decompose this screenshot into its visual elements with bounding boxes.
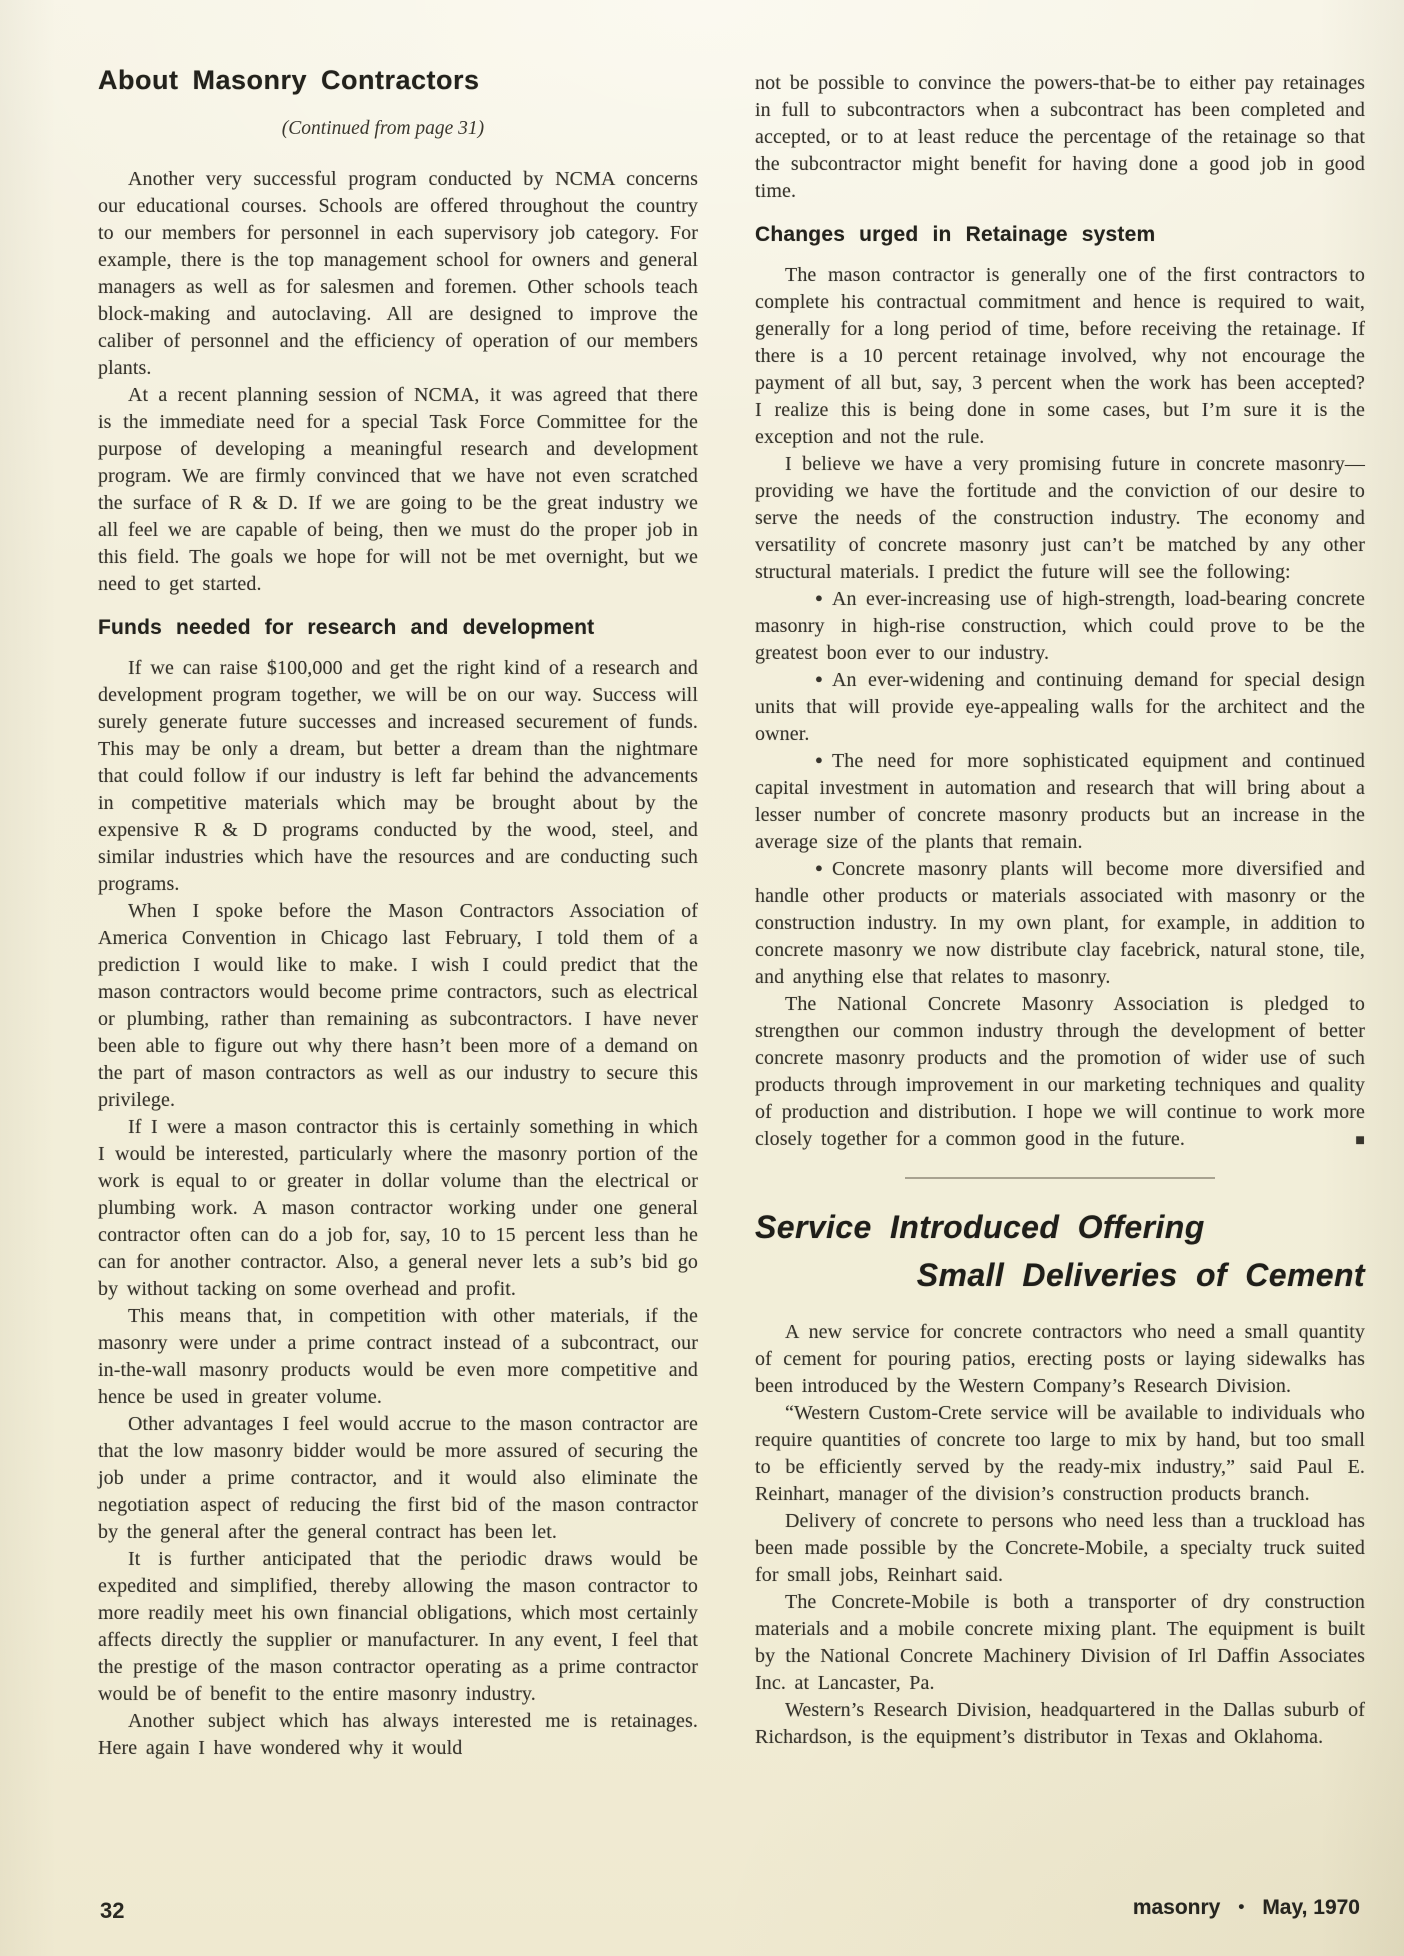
footer-magazine-line (1133, 1896, 1360, 1920)
paragraph: At a recent planning session of NCMA, it was agreed that there is the immediate need for a special Task Force Committee for the purpose of developing a meaningful research and development program. We are firmly convinced that we have not even scratched the surface of R & D. If we are going to be the great industry we all feel we are capable of being, then we must do the proper job in this field. The goals we hope for will not be met overnight, but we need to get started. (98, 384, 698, 595)
paragraph: Another very successful program conducted by NCMA concerns our educational courses. Schools are offered throughout the country to our members for personnel in each supervisory job category. For example, there is the top management school for owners and general managers as well as for salesmen and foremen. Other schools teach block-making and autoclaving. All are designed to improve the caliber of personnel and the efficiency of operation of our members plants. (98, 168, 698, 379)
left-column-text (98, 166, 698, 1762)
paragraph: The Concrete-Mobile is both a transporter of dry construction materials and a mobile concrete mixing plant. The equipment is built by the National Concrete Machinery Division of Irl Daffin Associates Inc. at Lancaster, Pa. (755, 1591, 1365, 1694)
paragraph: Delivery of concrete to persons who need less than a truckload has been made possible by the Concrete-Mobile, a specialty truck suited for small jobs, Reinhart said. (755, 1510, 1365, 1586)
footer-date: May, 1970 (1262, 1896, 1360, 1919)
footer-bullet-icon: • (1238, 1897, 1245, 1916)
article-divider (905, 1177, 1215, 1179)
paragraph: A new service for concrete contractors who need a small quantity of cement for pouring patios, erecting posts or laying sidewalks has been introduced by the Western Company’s Research Division. (755, 1321, 1365, 1397)
paragraph: Western’s Research Division, headquartered in the Dallas suburb of Richardson, is the equipment’s distributor in Texas and Oklahoma. (755, 1699, 1365, 1748)
bullet-item: ● An ever-increasing use of high-strength, load-bearing concrete masonry in high-rise construction, which could prove to be the greatest boon ever to our industry. (755, 588, 1365, 664)
article-1-title: About Masonry Contractors (98, 65, 480, 95)
continued-from-line: (Continued from page 31) (281, 118, 485, 139)
bullet-item: ● Concrete masonry plants will become more diversified and handle other products or materials associated with masonry or the construction industry. In my own plant, for example, in addition to concrete masonry we now distribute clay facebrick, natural stone, tile, and anything else that relates to masonry. (755, 858, 1365, 988)
continuation-paragraph: not be possible to convince the powers-that-be to either pay retainages in full to subcontractors when a subcontract has been completed and accepted, or to at least reduce the percentage of the retainage so that the subcontractor might benefit for having done a good job in good time. (755, 72, 1365, 202)
paragraph: The National Concrete Masonry Association is pledged to strengthen our common industry through the development of better concrete masonry products and the promotion of wider use of such products through improvement in our marketing techniques and quality of production and distribution. I hope we will continue to work more closely together for a common good in the future. ■ (755, 993, 1365, 1150)
bullet-item: ● An ever-widening and continuing demand for special design units that will provide eye-appealing walls for the architect and the owner. (755, 669, 1365, 745)
paragraph: If I were a mason contractor this is certainly something in which I would be interested, particularly where the masonry portion of the work is equal to or greater in dollar volume than the electrical or plumbing work. A mason contractor working under one general contractor often can do a job for, say, 10 to 15 percent less than he can for another contractor. Also, a general never lets a sub’s bid go by without tacking on some overhead and profit. (98, 1116, 698, 1300)
article-2-title-line-2: Small Deliveries of Cement (916, 1257, 1365, 1293)
right-column (755, 70, 1365, 1751)
bullet-icon: ● (815, 671, 823, 686)
paragraph: This means that, in competition with other materials, if the masonry were under a prime contract instead of a subcontract, our in-the-wall masonry products would be even more competitive and hence be used in greater volume. (98, 1305, 698, 1408)
bullet-item: ● The need for more sophisticated equipment and continued capital investment in automation and research that will bring about a lesser number of concrete masonry products but an increase in the average size of the plants that remain. (755, 750, 1365, 853)
paragraph: It is further anticipated that the periodic draws would be expedited and simplified, thereby allowing the mason contractor to more readily meet his own financial obligations, which most certainly affects directly the supplier or manufacturer. In any event, I feel that the prestige of the mason contractor operating as a prime contractor would be of benefit to the entire masonry industry. (98, 1548, 698, 1705)
paragraph: “Western Custom-Crete service will be available to individuals who require quantities of concrete too large to mix by hand, but too small to be efficiently served by the ready-mix industry,” said Paul E. Reinhart, manager of the division’s construction products branch. (755, 1402, 1365, 1505)
page-number: 32 (100, 1898, 125, 1923)
bullet-icon: ● (815, 590, 823, 605)
left-column (98, 64, 698, 1762)
paragraph: When I spoke before the Mason Contractors Association of America Convention in Chicago last February, I told them of a prediction I would like to make. I wish I could predict that the mason contractors would become prime contractors, such as electrical or plumbing, rather than remaining as subcontractors. I have never been able to figure out why there hasn’t been more of a demand on the part of mason contractors as well as our industry to secure this privilege. (98, 900, 698, 1111)
paragraph: Other advantages I feel would accrue to the mason contractor are that the low masonry bidder would be more assured of securing the job under a prime contractor, and it would also eliminate the negotiation aspect of reducing the first bid of the mason contractor by the general after the general contract has been let. (98, 1413, 698, 1543)
footer-magazine-name: masonry (1132, 1896, 1221, 1919)
paragraph: If we can raise $100,000 and get the right kind of a research and development program together, we will be on our way. Success will surely generate future successes and increased securement of funds. This may be only a dream, but better a dream than the nightmare that could follow if our industry is left far behind the advancements in competitive materials which may be brought about by the expensive R & D programs conducted by the wood, steel, and similar industries which have the resources and are conducting such programs. (98, 657, 698, 895)
paragraph: The mason contractor is generally one of the first contractors to complete his contractual commitment and hence is required to wait, generally for a long period of time, before receiving the retainage. If there is a 10 percent retainage involved, why not encourage the payment of all but, say, 3 percent when the work has been accepted? I realize this is being done in some cases, but I’m sure it is the exception and not the rule. (755, 264, 1365, 448)
right-column-text (755, 70, 1365, 1751)
article-2-title (755, 1203, 1365, 1299)
article-2-title-line-1: Service Introduced Offering (755, 1209, 1205, 1245)
section-heading: Funds needed for research and development (98, 616, 595, 639)
paragraph: Another subject which has always interested me is retainages. Here again I have wondered why it would (98, 1710, 698, 1759)
paragraph: I believe we have a very promising future in concrete masonry—providing we have the fortitude and the conviction of our desire to serve the needs of the construction industry. The economy and versatility of concrete masonry just can’t be matched by any other structural materials. I predict the future will see the following: (755, 453, 1365, 583)
bullet-icon: ● (815, 860, 823, 875)
end-of-article-icon: ■ (1355, 1132, 1365, 1149)
bullet-icon: ● (815, 752, 823, 767)
section-heading: Changes urged in Retainage system (755, 223, 1156, 246)
